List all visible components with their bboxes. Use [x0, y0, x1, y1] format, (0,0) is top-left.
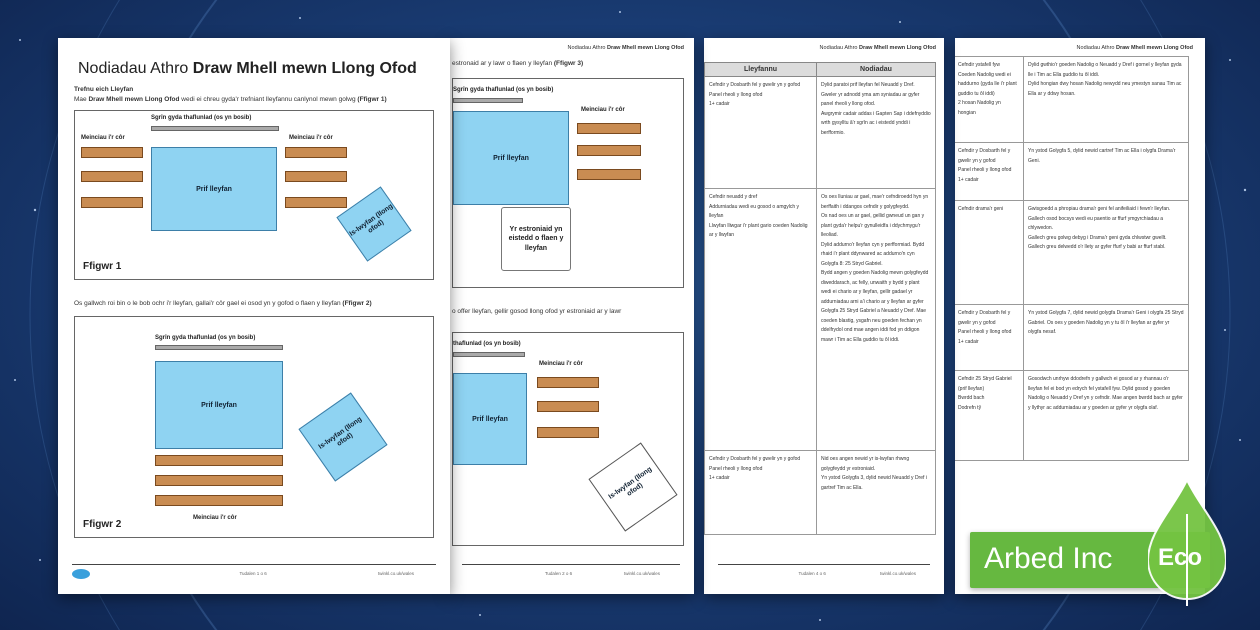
sub-stage: Is-lwyfan (llong ofod) [298, 392, 387, 481]
sub-stage: Is-lwyfan (llong ofod) [336, 186, 411, 261]
notes-page-3 [704, 38, 944, 594]
column-header: Nodiadau [817, 63, 936, 77]
intro-text: Mae Draw Mhell mewn Llong Ofod wedi ei chreu gyda'r trefniant lleyfannu canlynol mewn golwg (Ffigwr 1) [74, 96, 387, 103]
figure-2: Sgrîn gyda thaflunlad (os yn bosib) Prif lleyfan Is-lwyfan (llong ofod) Meinciau i'r côr Ffigwr 2 [74, 316, 434, 538]
main-stage: Prif lleyfan [453, 111, 569, 205]
table-row: Cefndir neuadd y dref Addurniadau wedi eu gosod o amgylch y lleyfan Llwyfan lliwgar i'r plant gario coeden Nadolig ar y llwyfan Os oes lluniau ar gael, mae'r cefndiroedd hyn yn berffaith i ddangos cefndir y golygfeydd. Os nad oes un ar gael, gellid gwneud un gan y plant gyda'r helpu'r gynulleidfa i ddychmygu'r lleoliad. Dylid addurno'r lleyfan cyn y perfformiad. Bydd rhaid i'r plant ddynwared ac addurno'n cyn Golygfa 8: 25 Stryd Gabriel. Bydd angen y goeden Nadolig mewn golygfeydd diweddarach, ac felly, unwaith y bydd y plant wedi ei chario ar y lleyfan, gellir gadael yr addurniadau arni a'i chario ar y lleyfan ar gyfer Golygfa 25 Stryd Gabriel a Neuadd y Dref. Mae coeden blastig, ysgafn neu goeden fechan yn ddelfrydol ond mae angen iddi fod yn ddigon mawr i Tim ac Ella guddio tu ôl iddi. [705, 189, 936, 451]
table-row: Cefndir y Dosbarth fel y gwelir yn y gofod Panel rheoli y llong ofod 1+ cadair Nid oes angen newid yr is-lwyfan rhwng golygfeydd yr estroniaid. Yn ystod Golygfa 3, dylid newid Neuadd y Dref i gartref Tim ac Ella. [705, 451, 936, 535]
brand-name: Arbed Inc [984, 542, 1113, 575]
table-row: Cefndir ystafell fyw Coeden Nadolig wedi ei haddurno (gyda lle i'r plant guddio tu ôl iddi) 2 hosan Nadolig yn hongian Dylid gwthio'r goeden Nadolig o Neuadd y Dref i gornel y lleyfan gyda lle i Tim ac Ella guddio tu ôl iddi. Dylid hongian dwy hosan Nadolig newydd neu ymestyn sanau Tim ac Ella ar y ddwy hosan. [955, 57, 1189, 143]
eco-badge: Eco [1158, 544, 1203, 571]
figure-4: thaflunlad (os yn bosib) Meinciau i'r côr Prif lleyfan Is-lwyfan (llong ofod) [452, 332, 684, 546]
section-heading: Trefnu eich Lleyfan [74, 86, 134, 93]
figure-1: Sgrîn gyda thaflunlad (os yn bosib) Meinciau i'r côr Meinciau i'r côr Prif lleyfan Is-lwyfan (llong ofod) Ffigwr 1 [74, 110, 434, 280]
instruction-text: Os gallwch roi bin o le bob ochr i'r lleyfan, gallai'r côr gael ei osod yn y gofod o flaen y lleyfan (Ffigwr 2) [74, 300, 372, 307]
page-footer: Tudalen 1 o 6 twinkl.co.uk/wales [72, 564, 436, 582]
figure-label: Ffigwr 2 [83, 519, 122, 530]
column-header: Lleyfannu [705, 63, 817, 77]
twinkl-logo-icon [72, 569, 90, 579]
notes-page-2 [448, 38, 694, 594]
table-row: Cefndir y Dosbarth fel y gwelir yn y gofod Panel rheoli y llong ofod 1+ cadair Yn ystod Golygfa 7, dylid newid golygfa Drama'r Geni i olygfa 25 Stryd Gabriel. Os oes y goeden Nadolig yn y tu ôl i'r lleyfan ar gyfer yr olygfa nesaf. [955, 305, 1189, 371]
page-header: Nodiadau Athro Draw Mhell mewn Llong Ofod [1076, 45, 1193, 51]
table-row: Cefndir y Dosbarth fel y gwelir yn y gofod Panel rheoli y llong ofod 1+ cadair Yn ystod Golygfa 5, dylid newid cartref Tim ac Ella i olygfa Drama'r Geni. [955, 143, 1189, 201]
table-row: Cefndir 25 Stryd Gabriel (prif lleyfan) Bwrdd bach Dodrefn tŷ Gosodwch unrhyw ddodrefn y gallwch ei gosod ar y rhannau o'r lleyfan fel ei bod yn edrych fel ystafell fyw. Dylid gosod y goeden Nadolig o Neuadd y Dref yn y cefndir. Mae angen bwrdd bach ar gyfer y llythyr ac addurniadau ar y goeden ar gyfer yr olygfa olaf. [955, 371, 1189, 461]
main-stage: Prif lleyfan [155, 361, 283, 449]
instruction-text: o offer lleyfan, gellir gosod llong ofod yr estroniaid ar y lawr [452, 308, 622, 315]
instruction-text: estronaid ar y lawr o flaen y lleyfan (Ffigwr 3) [452, 60, 584, 67]
sub-stage: Is-lwyfan (llong ofod) [588, 442, 677, 531]
page-title: Nodiadau Athro Draw Mhell mewn Llong Ofod [78, 60, 417, 77]
figure-label: Ffigwr 1 [83, 261, 122, 272]
figure-3: Sgrîn gyda thaflunlad (os yn bosib) Meinciau i'r côr Prif lleyfan Yr estroniaid yn eistedd o flaen y lleyfan [452, 78, 684, 288]
alien-area: Yr estroniaid yn eistedd o flaen y lleyfan [501, 207, 571, 271]
page-footer: Tudalen 2 o 6 twinkl.co.uk/wales [462, 564, 680, 582]
staging-table [955, 56, 1189, 461]
page-footer: Tudalen 4 o 6 twinkl.co.uk/wales [718, 564, 930, 582]
page-header: Nodiadau Athro Draw Mhell mewn Llong Ofod [567, 45, 684, 51]
staging-table [704, 62, 936, 535]
table-row: Cefndir drama'r geni Gwisgoedd a phropiau drama'r geni fel anifeiliaid i fewn'r lleyfan. Gallech osod bocsys wedi eu paentio ar ffurf ymgyrchiadau a chlywedon. Gallech greu golwg debyg i Drama'r geni gyda chlwstwr gwellt. Gallech greu delwedd o'r llety ar gyfer ffurf y babi ar ffurf stabl. [955, 201, 1189, 305]
notes-page-1 [58, 38, 450, 594]
main-stage: Prif lleyfan [151, 147, 277, 231]
table-row: Cefndir y Dosbarth fel y gwelir yn y gofod Panel rheoli y llong ofod 1+ cadair Dylid paratoi prif lleyfan fel Neuadd y Dref. Gweler yr adnodd yma am syniadau ar gyfer panel rheoli y llong ofod. Awgrymir cadair addas i Gapten Sap i ddefnyddio wrth gysylltu â'r sgrîn ac i eistedd ynddi i berfformio. [705, 77, 936, 189]
main-stage: Prif lleyfan [453, 373, 527, 465]
page-header: Nodiadau Athro Draw Mhell mewn Llong Ofod [819, 45, 936, 51]
